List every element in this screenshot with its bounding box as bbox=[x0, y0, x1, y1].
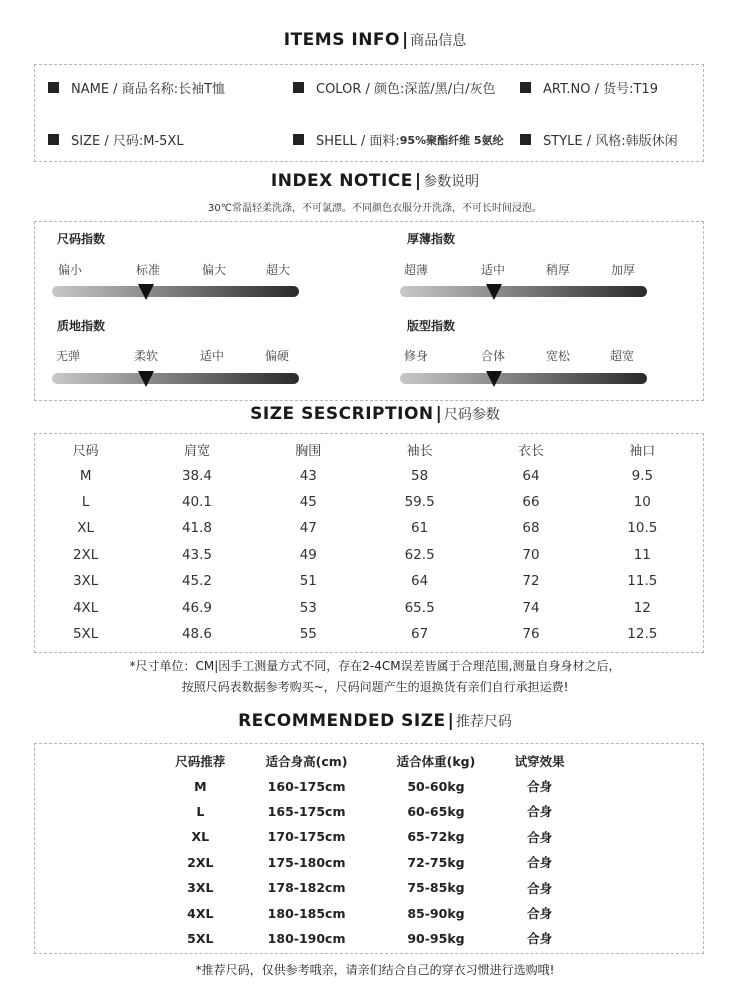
table-row bbox=[34, 568, 702, 594]
table-cell: 74 bbox=[522, 599, 540, 616]
recommended-note: *推荐尺码，仅供参考哦亲，请亲们结合自己的穿衣习惯进行选购哦! bbox=[195, 963, 555, 977]
table-cell: 180-185cm bbox=[267, 905, 346, 921]
table-cell: 2XL bbox=[72, 546, 99, 563]
table-row bbox=[34, 621, 702, 647]
info-item-label: COLOR / 颜色:深蓝/黑/白/灰色 bbox=[316, 82, 496, 97]
table-cell: 65.5 bbox=[404, 599, 435, 616]
table-cell: 62.5 bbox=[404, 546, 435, 563]
table-cell: 72-75kg bbox=[407, 854, 465, 870]
table-cell: 41.8 bbox=[181, 520, 212, 537]
index-bar-thickness bbox=[400, 286, 647, 297]
index-label: 偏大 bbox=[201, 263, 227, 277]
table-cell: 90-95kg bbox=[407, 930, 465, 946]
index-label: 超薄 bbox=[403, 263, 429, 277]
index-title-size: 尺码指数 bbox=[57, 232, 106, 246]
bullet-square-icon bbox=[48, 134, 59, 145]
items-info-title-zh: 商品信息 bbox=[410, 33, 467, 49]
table-row bbox=[34, 489, 702, 515]
size-table bbox=[34, 436, 702, 647]
table-cell: L bbox=[81, 493, 90, 510]
recommended-size-title-zh: 推荐尺码 bbox=[455, 714, 512, 730]
column-header: 尺码推荐 bbox=[175, 753, 226, 769]
bullet-square-icon bbox=[293, 134, 304, 145]
info-item-size bbox=[48, 130, 184, 149]
index-notice-title-zh: 参数说明 bbox=[423, 174, 480, 190]
table-cell: 45.2 bbox=[181, 573, 212, 590]
table-cell: 2XL bbox=[187, 854, 214, 870]
table-cell: 5XL bbox=[72, 625, 99, 642]
info-item-color bbox=[293, 78, 496, 97]
index-notice-title-en: INDEX NOTICE bbox=[270, 171, 413, 191]
table-cell: 12.5 bbox=[627, 625, 658, 642]
table-cell: 58 bbox=[411, 467, 429, 484]
index-bar-texture bbox=[52, 373, 299, 384]
index-bar-size bbox=[52, 286, 299, 297]
table-row bbox=[160, 824, 580, 849]
table-cell: XL bbox=[191, 829, 210, 845]
info-item-bold: 95%聚酯纤维 5氨纶 bbox=[399, 133, 504, 147]
column-header: 适合身高(cm) bbox=[265, 753, 348, 769]
size-note bbox=[0, 656, 750, 698]
table-cell: 3XL bbox=[187, 880, 214, 896]
table-cell: L bbox=[196, 803, 205, 819]
title-separator: | bbox=[435, 404, 442, 424]
table-cell: 43 bbox=[299, 467, 317, 484]
table-cell: 45 bbox=[299, 493, 317, 510]
table-cell: 43.5 bbox=[181, 546, 212, 563]
info-item-art-no bbox=[520, 78, 658, 97]
table-cell: 合身 bbox=[527, 804, 553, 820]
table-row bbox=[160, 926, 580, 951]
column-header: 尺码 bbox=[72, 443, 99, 459]
table-row bbox=[160, 773, 580, 798]
table-row bbox=[160, 900, 580, 925]
info-item-name bbox=[48, 78, 225, 97]
table-cell: 49 bbox=[299, 546, 317, 563]
size-note-line-1: *尺寸单位：CM|因手工测量方式不同，存在2-4CM误差皆属于合理范围,测量自身身材之后， bbox=[129, 659, 621, 673]
index-label: 无弹 bbox=[55, 349, 81, 363]
table-cell: 67 bbox=[411, 625, 429, 642]
info-item-shell bbox=[293, 130, 504, 149]
recommended-size-title-en: RECOMMENDED SIZE bbox=[238, 711, 446, 731]
index-label: 加厚 bbox=[610, 263, 636, 277]
table-cell: 61 bbox=[411, 520, 429, 537]
table-row bbox=[160, 875, 580, 900]
table-cell: 75-85kg bbox=[407, 880, 465, 896]
table-cell: 165-175cm bbox=[267, 803, 346, 819]
table-cell: 47 bbox=[299, 520, 317, 537]
table-cell: 59.5 bbox=[404, 493, 435, 510]
recommended-size-title bbox=[0, 711, 750, 731]
table-cell: 合身 bbox=[527, 829, 553, 845]
table-cell: 76 bbox=[522, 625, 540, 642]
size-description-title-zh: 尺码参数 bbox=[443, 407, 500, 423]
table-cell: 65-72kg bbox=[407, 829, 465, 845]
index-label: 修身 bbox=[403, 349, 429, 363]
title-separator: | bbox=[402, 30, 409, 50]
table-cell: 68 bbox=[522, 520, 540, 537]
info-item-label: ART.NO / 货号:T19 bbox=[543, 82, 658, 97]
table-cell: 175-180cm bbox=[267, 854, 346, 870]
table-cell: 72 bbox=[522, 573, 540, 590]
title-separator: | bbox=[447, 711, 454, 731]
table-cell: 10.5 bbox=[627, 520, 658, 537]
care-notice: 30℃常温轻柔洗涤，不可氯漂。不同颜色衣服分开洗涤，不可长时间浸泡。 bbox=[208, 203, 542, 214]
info-item-style bbox=[520, 130, 678, 149]
table-cell: 11.5 bbox=[627, 573, 658, 590]
table-cell: 160-175cm bbox=[267, 778, 346, 794]
table-cell: 9.5 bbox=[631, 467, 654, 484]
info-item-label: SIZE / 尺码:M-5XL bbox=[71, 134, 184, 149]
index-label: 稍厚 bbox=[545, 263, 571, 277]
column-header: 袖口 bbox=[629, 443, 656, 459]
table-cell: 40.1 bbox=[181, 493, 212, 510]
table-row bbox=[34, 515, 702, 541]
table-row bbox=[34, 542, 702, 568]
table-cell: 70 bbox=[522, 546, 540, 563]
table-cell: 合身 bbox=[527, 855, 553, 871]
info-item-label: STYLE / 风格:韩版休闲 bbox=[543, 134, 678, 149]
table-cell: 85-90kg bbox=[407, 905, 465, 921]
index-label: 超宽 bbox=[609, 349, 635, 363]
index-marker-fit bbox=[486, 371, 502, 387]
column-header: 衣长 bbox=[517, 443, 544, 459]
index-notice-title bbox=[0, 171, 750, 191]
table-row bbox=[160, 850, 580, 875]
table-cell: 4XL bbox=[187, 905, 214, 921]
size-note-line-2: 按照尺码表数据参考购买~，尺码问题产生的退换货有亲们自行承担运费! bbox=[181, 680, 569, 694]
table-cell: XL bbox=[77, 520, 95, 537]
table-row bbox=[34, 594, 702, 620]
size-description-title bbox=[0, 404, 750, 424]
table-cell: 合身 bbox=[527, 931, 553, 947]
table-cell: 12 bbox=[633, 599, 651, 616]
index-bar-fit bbox=[400, 373, 647, 384]
items-info-title-en: ITEMS INFO bbox=[283, 30, 400, 50]
index-marker-texture bbox=[138, 371, 154, 387]
table-cell: 170-175cm bbox=[267, 829, 346, 845]
recommended-table bbox=[160, 748, 580, 951]
title-separator: | bbox=[414, 171, 422, 191]
info-item-label: SHELL / 面料: bbox=[316, 134, 400, 149]
table-cell: M bbox=[194, 778, 207, 794]
table-header-row bbox=[34, 436, 702, 462]
bullet-square-icon bbox=[520, 134, 531, 145]
column-header: 试穿效果 bbox=[514, 753, 565, 769]
table-cell: 50-60kg bbox=[407, 778, 465, 794]
table-cell: M bbox=[79, 467, 92, 484]
table-cell: 38.4 bbox=[181, 467, 212, 484]
bullet-square-icon bbox=[293, 82, 304, 93]
index-label: 偏硬 bbox=[264, 349, 290, 363]
table-cell: 46.9 bbox=[181, 599, 212, 616]
table-cell: 55 bbox=[299, 625, 317, 642]
table-cell: 合身 bbox=[527, 779, 553, 795]
column-header: 胸围 bbox=[295, 443, 322, 459]
table-cell: 合身 bbox=[527, 906, 553, 922]
index-label: 柔软 bbox=[133, 349, 159, 363]
table-cell: 3XL bbox=[72, 573, 99, 590]
table-cell: 4XL bbox=[72, 599, 99, 616]
table-cell: 11 bbox=[633, 546, 651, 563]
table-cell: 5XL bbox=[187, 930, 214, 946]
table-cell: 10 bbox=[633, 493, 651, 510]
table-cell: 53 bbox=[299, 599, 317, 616]
table-cell: 60-65kg bbox=[407, 803, 465, 819]
index-label: 适中 bbox=[480, 263, 506, 277]
column-header: 袖长 bbox=[406, 443, 433, 459]
index-title-texture: 质地指数 bbox=[57, 319, 106, 333]
table-cell: 64 bbox=[411, 573, 429, 590]
info-item-label: NAME / 商品名称:长袖T恤 bbox=[71, 82, 226, 97]
column-header: 适合体重(kg) bbox=[396, 753, 476, 769]
table-cell: 64 bbox=[522, 467, 540, 484]
index-label: 适中 bbox=[199, 349, 225, 363]
index-label: 宽松 bbox=[545, 349, 571, 363]
items-info-title bbox=[0, 30, 750, 50]
index-title-fit: 版型指数 bbox=[407, 319, 456, 333]
table-cell: 180-190cm bbox=[267, 930, 346, 946]
bullet-square-icon bbox=[48, 82, 59, 93]
size-description-title-en: SIZE SESCRIPTION bbox=[250, 404, 434, 424]
table-header-row bbox=[160, 748, 580, 773]
index-title-thickness: 厚薄指数 bbox=[407, 232, 456, 246]
table-cell: 51 bbox=[299, 573, 317, 590]
table-cell: 48.6 bbox=[181, 625, 212, 642]
index-label: 超大 bbox=[265, 263, 291, 277]
table-cell: 178-182cm bbox=[267, 880, 346, 896]
index-label: 标准 bbox=[135, 263, 161, 277]
table-cell: 合身 bbox=[527, 880, 553, 896]
index-marker-thickness bbox=[486, 284, 502, 300]
table-row bbox=[34, 462, 702, 488]
index-label: 偏小 bbox=[57, 263, 83, 277]
column-header: 肩宽 bbox=[183, 443, 210, 459]
table-cell: 66 bbox=[522, 493, 540, 510]
table-row bbox=[160, 799, 580, 824]
index-marker-size bbox=[138, 284, 154, 300]
index-label: 合体 bbox=[480, 349, 506, 363]
bullet-square-icon bbox=[520, 82, 531, 93]
